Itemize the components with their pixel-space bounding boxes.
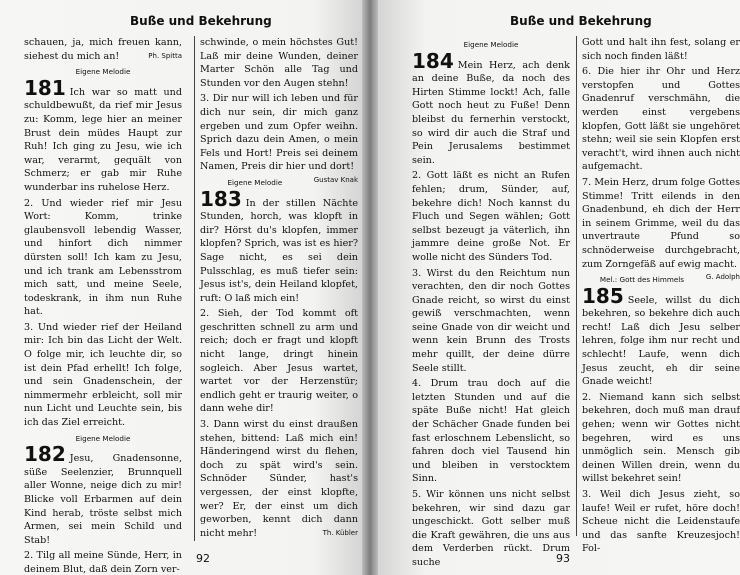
author-credit: Th. Kübler	[322, 528, 358, 537]
hymn-verse: 2. Sieh, der Tod kommt oft geschritten schnell zu arm und reich; doch er fragt und klopft nicht lange, dringt hinein sogleich. Aber Jesus wartet, wartet vor der Herzenstür; endlich geht er traurig weiter, o dann wehe dir!	[200, 308, 358, 415]
hymn-verse: 3. Weil dich Jesus zieht, so laufe! Weil er rufet, höre doch! Scheue nicht die Leidenstaufe und das sanfte Kreuzesjoch! Fol-	[582, 489, 740, 555]
hymn-number: 182	[24, 442, 66, 467]
hymn-verse: 2. Niemand kann sich selbst bekehren, doch muß man drauf gehen; wenn wir Gottes nicht begehren, wird es uns unmöglich sein. Mensch gib deinen Willen drein, wenn du willst bekehret sein!	[582, 391, 740, 485]
hymn-verse: 3. Wirst du den Reichtum nun verachten, den dir noch Gottes Gnade reicht, so wirst du einst gewiß verschmachten, wenn seine Gnade von dir weicht und wenn kein Brunn des Trosts mehr quillt, der deine dürre Seele stillt.	[412, 267, 570, 374]
hymn-verse: 6. Die hier ihr Ohr und Herz verstopfen und Gottes Gnadenruf verschmähn, die werden einst vergebens klopfen, Gott läßt sie ungehöret stehn; weil sie sein Klopfen erst veracht't, wird ihnen auch nicht aufgemacht.	[582, 66, 740, 173]
melody-note: Eigene Melodie	[75, 67, 131, 77]
melody-note: Eigene Melodie	[75, 433, 131, 443]
verse-text: 3. Dann wirst du einst draußen stehen, bittend: Laß mich ein! Händeringend wirst du flehen, doch zu spät wird's sein. Schnöder Sünder, hast's vergessen, der einst klopfte, wer? Er, der einst um dich geworben, kennt dich dann nicht mehr!	[200, 419, 358, 539]
verse-text: Jesu, Gnadensonne, süße Seelenzier, Brunnquell aller Wonne, neige dich zu mir! Blicke voll Erbarmen auf dein Kind herab, tröste selbst mich Armen, sei mein Schild und Stab!	[24, 453, 182, 546]
column-divider	[194, 36, 195, 541]
melody-note: Eigene Melodie	[227, 177, 283, 187]
right-page	[370, 0, 740, 575]
verse-text: 7. Mein Herz, drum folge Gottes Stimme! Tritt eilends in den Gnadenbund, eh dich der Herr in seinem Grimme, weil du das unvertraute Pfund so schnöderweise durchgebracht, zum Zorngefäß auf ewig macht.	[582, 176, 740, 270]
book-spine-gutter	[362, 0, 378, 575]
verse-text: Mein Herz, ach denk an deine Buße, da noch des Hirten Stimme lockt! Ach, falle Gott noch heut zu Fuße! Denn bleibst du fernerhin verstockt, so wird dir auch die Straf und Pein Jerusalems bestimmet sein.	[412, 59, 570, 166]
hymn-number: 185	[582, 283, 624, 308]
hymn-verse: 5. Wir können uns nicht selbst bekehren, wir sind dazu gar ungeschickt. Gott selber muß die Kraft gewähren, die uns aus dem Verderben rückt. Drum suche	[412, 489, 570, 568]
verse-text: schauen, ja, mich freuen kann, siehest du mich an!	[24, 37, 182, 62]
verse-continuation: schwinde, o mein höchstes Gut! Laß mir deine Wunden, deiner Marter Schön alle Tag und Stunden vor den Augen stehn!	[200, 37, 358, 89]
hymn-183	[200, 186, 358, 306]
hymn-number: 184	[412, 48, 454, 73]
hymn-verse: 4. Drum trau doch auf die letzten Stunden und auf die späte Buße nicht! Hat gleich der Schächer Gnade funden bei fast erloschnem Lebenslicht, so fahren doch viel Tausend hin und bleiben in verstocktem Sinn.	[412, 378, 570, 485]
page-number: 92	[196, 552, 210, 565]
hymn-number: 183	[200, 186, 242, 211]
hymn-verse: 3. Und wieder rief der Heiland mir: Ich bin das Licht der Welt. O folge mir, ich leuchte dir, so ist dein Pfad erhellt! Ich folge, und sein Gnadenschein, der nimmermehr erbleicht, soll mir nun Licht und Leuchte sein, bis ich das Ziel erreicht.	[24, 321, 182, 429]
melody-note: Eigene Melodie	[463, 40, 519, 49]
hymn-verse: 2. Und wieder rief mir Jesu Wort: Komm, trinke glaubensvoll lebendig Wasser, und hinfort dich nimmer dürsten soll! Ich kam zu Jesu, und ich trank am Lebensstrom mich satt, und meine Seele, todeskrank, in ihm nun Ruhe hat.	[24, 197, 182, 318]
hymn-182	[24, 442, 182, 547]
hymn-verse: 2. Tilg all meine Sünde, Herr, in deinem Blut, daß dein Zorn ver-	[24, 550, 182, 575]
left-column-1	[24, 36, 182, 575]
hymn-verse: 2. Gott läßt es nicht an Rufen fehlen; drum, Sünder, auf, bekehre dich! Noch kannst du Fluch und Segen wählen; Gott selbst bezeugt ja väterlich, ihn jammre deine große Not. Er wolle nicht des Sünders Tod.	[412, 170, 570, 263]
verse-text: In der stillen Nächte Stunden, horch, was klopft in dir? Hörst du's klopfen, immer klopfen? Sprich, was ist es hier? Sage nicht, es sei dein Pulsschlag, es muß tiefer sein: Jesus ist's, dein Heiland klopfet, ruft: O laß mich ein!	[200, 197, 358, 304]
verse-text: 3. Dir nur will ich leben und für dich nur sein, dir mich ganz ergeben und zum Opfer weihn. Sprich dazu dein Amen, o mein Fels und Hort! Preis sei deinem Namen, Preis dir hier und dort!	[200, 93, 358, 173]
hymn-184	[412, 48, 570, 168]
verse-text: Ich war so matt und schuldbewußt, da rief mir Jesus zu: Komm, lege hier an meiner Brust dein müdes Haupt zur Ruh! Ich ging zu Jesu, wie ich war, verarmt, gequält von Schmerz; er gab mir Ruhe wunderbar ins ruhelose Herz.	[24, 86, 182, 193]
author-credit: G. Adolph	[705, 273, 740, 282]
hymn-181	[24, 75, 182, 195]
hymn-185	[582, 283, 740, 389]
verse-continuation: Gott und halt ihn fest, solang er sich noch finden läßt!	[582, 37, 740, 62]
author-credit: Gustav Knak	[313, 175, 358, 184]
right-column-1	[412, 36, 570, 572]
right-column-2	[582, 36, 740, 558]
melody-note: Mel.: Gott des Himmels	[599, 275, 684, 285]
page-header: Buße und Bekehrung	[130, 14, 272, 28]
page-header: Buße und Bekehrung	[510, 14, 652, 28]
author-credit: Ph. Spitta	[148, 51, 182, 60]
verse-text: Seele, willst du dich bekehren, so bekehre dich auch recht! Laß dich Jesu selber lehren, folge ihm nur recht und schlecht! Laufe, wenn dich Jesus zeucht, eh dir seine Gnade weicht!	[582, 294, 740, 388]
page-number: 93	[556, 552, 570, 565]
hymn-verse	[200, 418, 358, 540]
left-column-2	[200, 36, 358, 542]
column-divider	[576, 36, 577, 536]
hymn-number: 181	[24, 75, 66, 100]
verse-continuation	[24, 36, 182, 63]
